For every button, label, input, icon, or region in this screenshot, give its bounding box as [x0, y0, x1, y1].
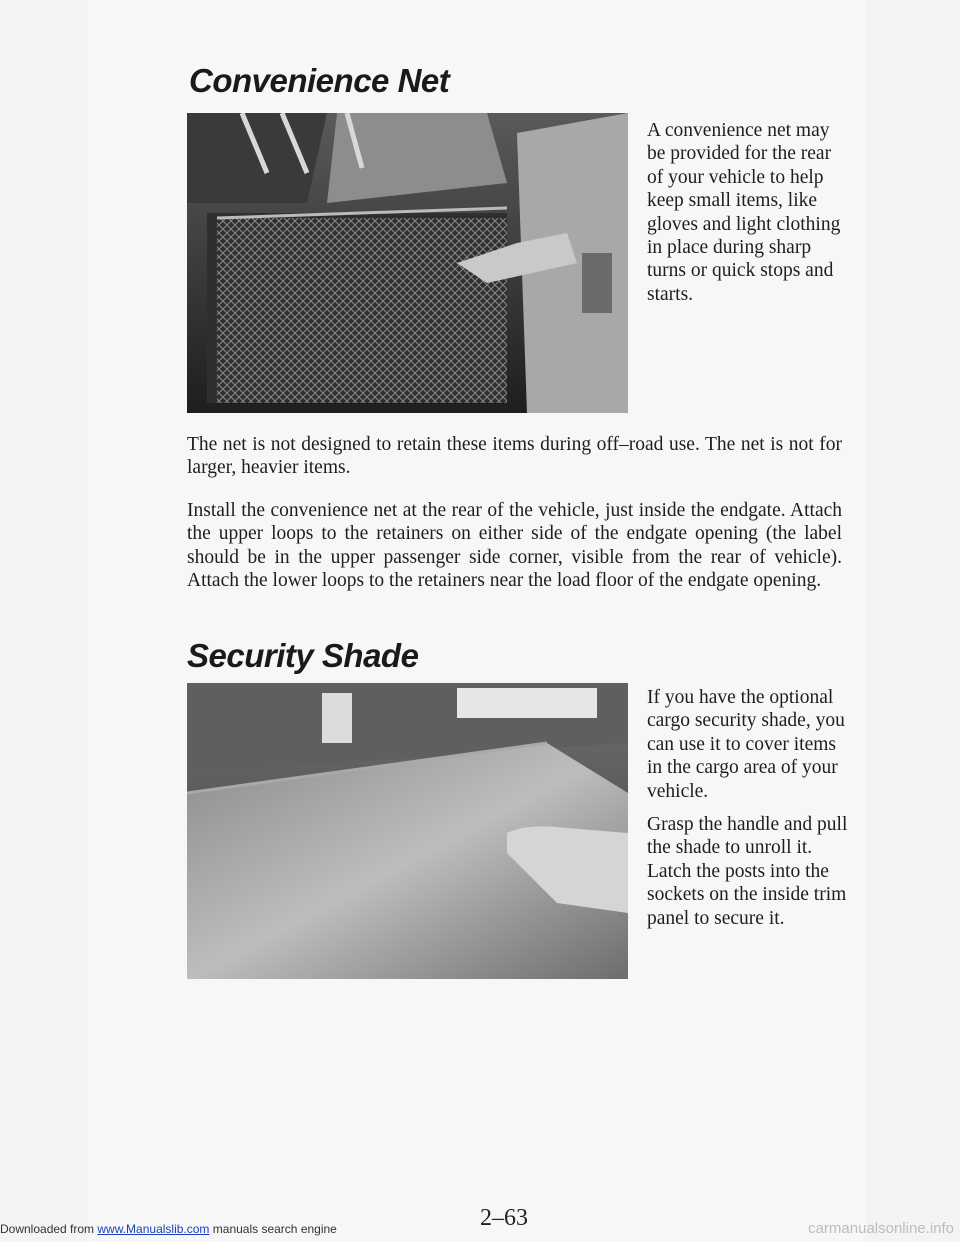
page-number: 2–63	[480, 1205, 528, 1231]
footer-prefix: Downloaded from	[0, 1222, 98, 1236]
convenience-net-side-text	[647, 119, 847, 316]
security-shade-description: If you have the optional cargo security shade, you can use it to cover items in the cargo area of your vehicle.	[647, 687, 845, 802]
convenience-net-description: A convenience net may be provided for the rear of your vehicle to help keep small items, like gloves and light clothing in place during sharp turns or quick stops and starts.	[647, 120, 841, 305]
convenience-net-photo	[187, 113, 628, 413]
convenience-net-heading: Convenience Net	[189, 62, 450, 99]
security-shade-illustration	[187, 683, 628, 979]
security-shade-heading: Security Shade	[187, 637, 419, 674]
watermark: carmanualsonline.info	[808, 1220, 954, 1237]
security-shade-side-text	[647, 686, 852, 940]
footer-suffix: manuals search engine	[209, 1222, 337, 1236]
convenience-net-paragraph-1: The net is not designed to retain these items during off–road use. The net is not for larger, heavier items.	[187, 434, 842, 479]
security-shade-photo	[187, 683, 628, 979]
security-shade-instructions: Grasp the handle and pull the shade to unroll it. Latch the posts into the sockets on the inside trim panel to secure it.	[647, 814, 848, 929]
convenience-net-illustration	[187, 113, 628, 413]
download-footer	[0, 1222, 337, 1236]
manualslib-link[interactable]: www.Manualslib.com	[97, 1222, 210, 1236]
convenience-net-paragraph-2: Install the convenience net at the rear of the vehicle, just inside the endgate. Attach the upper loops to the retainers on either side of the endgate opening (the label should be in the upper passenger side corner, visible from the rear of vehicle). Attach the lower loops to the retainers near the load floor of the endgate opening.	[187, 500, 842, 592]
